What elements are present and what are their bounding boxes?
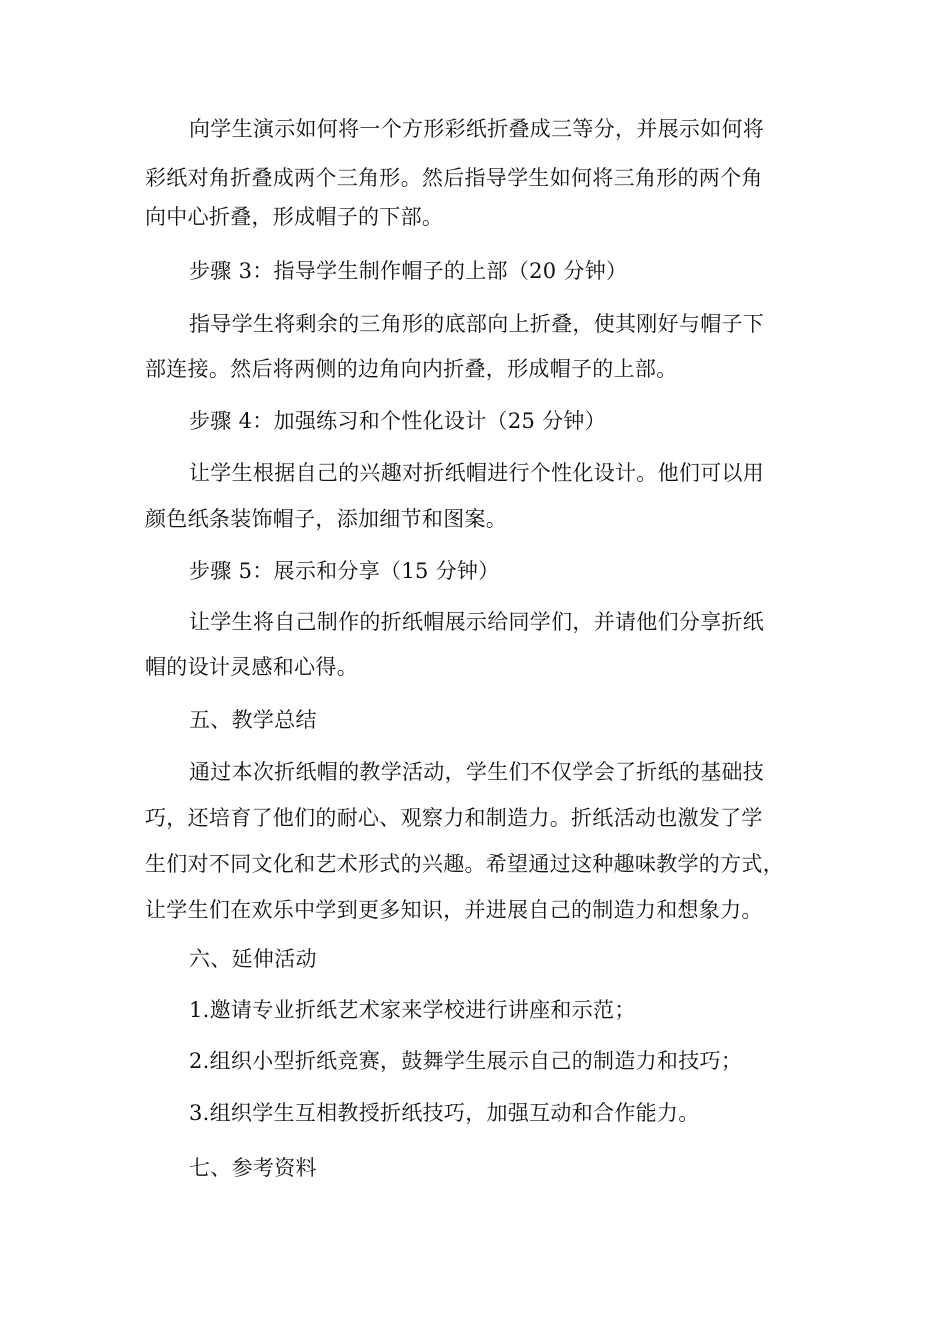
paragraph-line: 指导学生将剩余的三角形的底部向上折叠，使其刚好与帽子下 — [189, 312, 765, 336]
step-heading: 步骤 4：加强练习和个性化设计（25 分钟） — [189, 409, 607, 433]
paragraph-line: 部连接。然后将两侧的边角向内折叠，形成帽子的上部。 — [145, 357, 678, 381]
step-heading: 步骤 3：指导学生制作帽子的上部（20 分钟） — [189, 259, 628, 283]
section-heading: 七、参考资料 — [189, 1156, 317, 1180]
paragraph-line: 巧，还培育了他们的耐心、观察力和制造力。折纸活动也激发了学 — [145, 806, 763, 830]
paragraph-line: 通过本次折纸帽的教学活动，学生们不仅学会了折纸的基础技 — [189, 760, 765, 784]
paragraph-line: 让学生们在欢乐中学到更多知识，并进展自己的制造力和想象力。 — [145, 898, 763, 922]
paragraph-line: 让学生根据自己的兴趣对折纸帽进行个性化设计。他们可以用 — [189, 461, 765, 485]
paragraph-line: 帽的设计灵感和心得。 — [145, 655, 358, 679]
list-item: 1.邀请专业折纸艺术家来学校进行讲座和示范； — [189, 998, 636, 1022]
step-heading: 步骤 5：展示和分享（15 分钟） — [189, 559, 500, 583]
paragraph-line: 生们对不同文化和艺术形式的兴趣。希望通过这种趣味教学的方式， — [145, 852, 784, 876]
paragraph-line: 向中心折叠，形成帽子的下部。 — [145, 205, 444, 229]
paragraph-line: 颜色纸条装饰帽子，添加细节和图案。 — [145, 507, 508, 531]
section-heading: 六、延伸活动 — [189, 947, 317, 971]
paragraph-line: 向学生演示如何将一个方形彩纸折叠成三等分，并展示如何将 — [189, 117, 765, 141]
section-heading: 五、教学总结 — [189, 708, 317, 732]
list-item: 2.组织小型折纸竞赛，鼓舞学生展示自己的制造力和技巧； — [189, 1049, 743, 1073]
paragraph-line: 彩纸对角折叠成两个三角形。然后指导学生如何将三角形的两个角 — [145, 166, 763, 190]
list-item: 3.组织学生互相教授折纸技巧，加强互动和合作能力。 — [189, 1101, 700, 1125]
paragraph-line: 让学生将自己制作的折纸帽展示给同学们，并请他们分享折纸 — [189, 610, 765, 634]
